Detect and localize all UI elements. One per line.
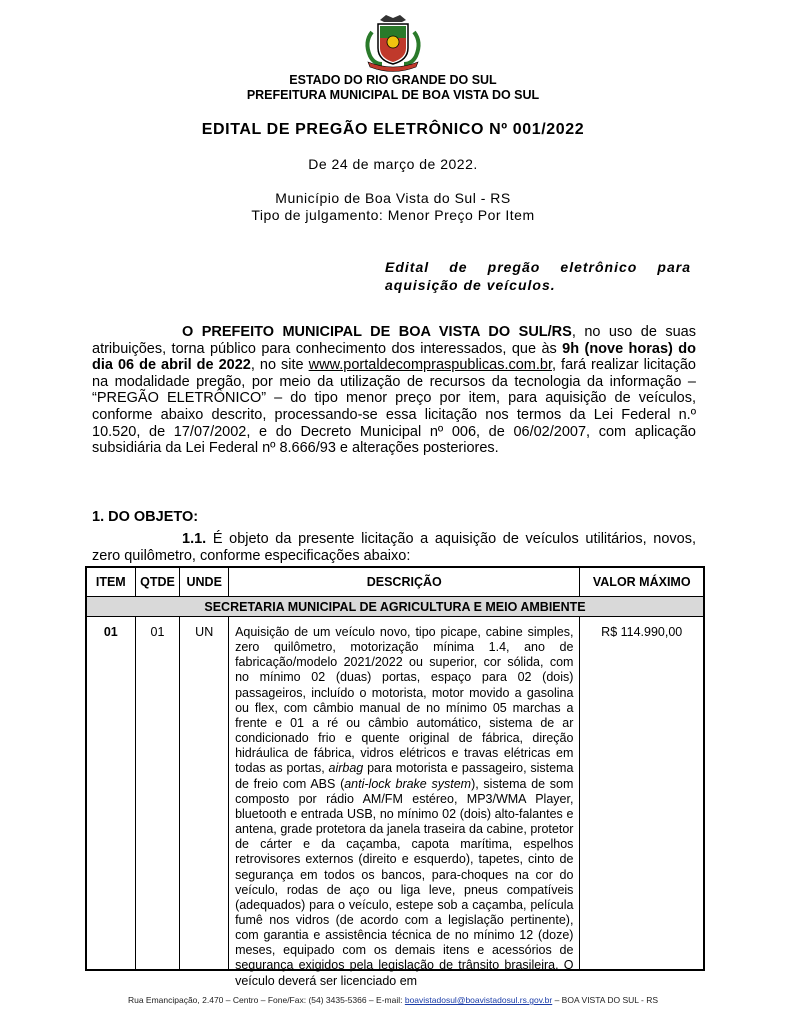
intro-part1: , no uso de suas atribuições, torna público para conhecimento dos interessados, que às — [92, 324, 696, 357]
header-descricao: DESCRIÇÃO — [229, 567, 580, 597]
header-unde: UNDE — [180, 567, 229, 597]
footer-email-link[interactable]: boavistadosul@boavistadosul.rs.gov.br — [404, 995, 553, 1005]
table-section-row: SECRETARIA MUNICIPAL DE AGRICULTURA E MEIO AMBIENTE — [86, 597, 704, 617]
cell-qtde: 01 — [135, 617, 180, 971]
cell-item: 01 — [86, 617, 135, 971]
desc-part-b: para motorista e passageiro, sistema de freio com ABS ( — [235, 761, 574, 791]
cell-unde: UN — [180, 617, 229, 971]
page-footer — [0, 995, 786, 1005]
desc-airbag: airbag — [328, 761, 364, 776]
ementa: Edital de pregão eletrônico para aquisição de veículos. — [385, 259, 691, 293]
clause-1-1 — [92, 531, 696, 564]
intro-part3: , fará realizar licitação na modalidade pregão, por meio da utilização de recursos da tecnologia da informação – “PREGÃO ELETRÔNICO” – do tipo menor preço por item, para aquisição de veículos, conforme abaixo descrito, processando-se essa licitação nos termos da Lei Federal n.º 10.520, de 17/07/2002, e do Decreto Municipal nº 006, de 06/02/2007, com aplicação subsidiária da Lei Federal nº 8.666/93 e alterações posteriores. — [92, 357, 696, 457]
clause-text: É objeto da presente licitação a aquisição de veículos utilitários, novos, zero quilômetro, conforme especificações abaixo: — [92, 531, 696, 564]
date-line: De 24 de março de 2022. — [308, 156, 478, 172]
section-title-objeto: 1. DO OBJETO: — [92, 509, 199, 525]
header-state: ESTADO DO RIO GRANDE DO SUL — [289, 73, 497, 87]
items-table — [85, 566, 705, 988]
desc-part-a: Aquisição de um veículo novo, tipo picape, cabine simples, zero quilômetro, motorização mínima 1.4, ano de fabricação/modelo 2021/2022 ou superior, cor sólida, com no mínimo 02 (duas) portas, espaço para 02 (dois) passageiros, incluído o motorista, motor movido a gasolina ou flex, com câmbio manual de no mínimo 05 marchas a frente e 01 a ré ou câmbio automático, sistema de ar condicionado frio e quente original de fábrica, direção hidráulica de fábrica, vidros elétricos e travas elétricas em todas as portas, — [235, 625, 574, 776]
intro-part2: , no site — [250, 357, 309, 374]
intro-paragraph — [92, 324, 696, 457]
footer-tail: – BOA VISTA DO SUL - RS — [552, 995, 659, 1005]
municipio-line: Município de Boa Vista do Sul - RS — [275, 190, 511, 206]
table-row — [86, 617, 704, 971]
document-title: EDITAL DE PREGÃO ELETRÔNICO Nº 001/2022 — [201, 121, 585, 138]
desc-abs: anti-lock brake system — [344, 776, 472, 791]
cell-descricao — [229, 617, 580, 988]
intro-lead: O PREFEITO MUNICIPAL DE BOA VISTA DO SUL/RS — [182, 324, 572, 340]
cell-valor: R$ 114.990,00 — [580, 617, 704, 971]
header-municipality: PREFEITURA MUNICIPAL DE BOA VISTA DO SUL — [246, 88, 540, 102]
julgamento-line: Tipo de julgamento: Menor Preço Por Item — [251, 207, 535, 223]
desc-part-c: ), sistema de som composto por rádio AM/FM estéreo, MP3/WMA Player, bluetooth e entrada USB, no mínimo 02 (dois) alto-falantes e antena, grade protetora da janela traseira da cabine, protetor de cárter e da caçamba, capota marítima, espelhos retrovisores externos (direito e esquerdo), tapetes, cinto de segurança em todos os bancos, para-choques na cor do veículo, rodas de aço ou liga leve, pneus compatíveis (adequados) para o veículo, estepe sob a caçamba, película fumê nos vidros (de acordo com a legislação pertinente), com garantia e assistência técnica de no mínimo 12 (doze) meses, equipado com os demais itens e acessórios de segurança exigidos pela legislação de trânsito brasileira. O veículo deverá ser licenciado em — [235, 776, 574, 988]
municipal-crest-logo — [358, 14, 428, 72]
footer-address: Rua Emancipação, 2.470 – Centro – Fone/Fax: (54) 3435-5366 – E-mail: — [127, 995, 405, 1005]
header-item: ITEM — [86, 567, 135, 597]
intro-time: 9h (nove horas) do dia 06 de abril de 2022 — [92, 340, 696, 374]
header-qtde: QTDE — [135, 567, 180, 597]
clause-number: 1.1. — [182, 531, 207, 547]
site-link[interactable]: www.portaldecompraspublicas.com.br — [308, 357, 553, 374]
header-valor-maximo: VALOR MÁXIMO — [580, 567, 704, 597]
